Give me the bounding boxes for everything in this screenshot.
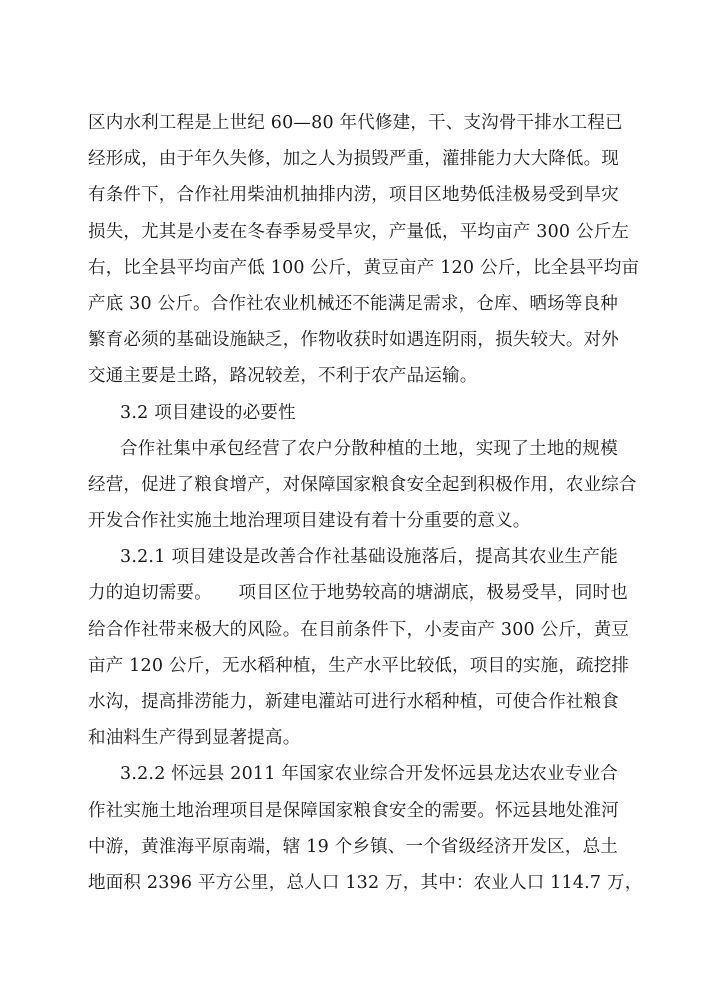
text-line-5: 右，比全县平均亩产低 100 公斤，黄豆亩产 120 公斤，比全县平均亩 <box>88 257 640 278</box>
text-line-6: 产底 30 公斤。合作社农业机械还不能满足需求，仓库、晒场等良种 <box>88 293 618 314</box>
text-line-3: 有条件下，合作社用柴油机抽排内涝，项目区地势低洼极易受到旱灾 <box>88 185 619 206</box>
text-line-14: 力的迫切需要。 项目区位于地势较高的塘湖底，极易受旱，同时也 <box>88 583 628 604</box>
text-line-4: 损失，尤其是小麦在冬春季易受旱灾，产量低，平均亩产 300 公斤左 <box>88 221 630 242</box>
text-line-17: 水沟，提高排涝能力，新建电灌站可进行水稻种植，可使合作社粮食 <box>88 692 619 712</box>
text-line-16: 亩产 120 公斤，无水稻种植，生产水平比较低，项目的实施，疏挖排 <box>88 655 630 676</box>
text-line-7: 繁育必须的基础设施缺乏，作物收获时如遇连阴雨，损失较大。对外 <box>88 330 619 351</box>
text-line-22: 地面积 2396 平方公里，总人口 132 万，其中：农业人口 114.7 万， <box>88 872 643 893</box>
subsection-3-2-2-line: 3.2.2 怀远县 2011 年国家农业综合开发怀远县龙达农业专业合 <box>120 764 618 785</box>
text-line-2: 经形成，由于年久失修，加之人为损毁严重，灌排能力大大降低。现 <box>88 149 619 170</box>
text-line-18: 和油料生产得到显著提高。 <box>88 728 301 749</box>
text-line-10: 合作社集中承包经营了农户分散种植的土地，实现了土地的规模 <box>120 438 618 459</box>
section-heading-3-2: 3.2 项目建设的必要性 <box>120 402 296 423</box>
text-line-8: 交通主要是土路，路况较差，不利于农产品运输。 <box>88 366 478 387</box>
text-line-1: 区内水利工程是上世纪 60—80 年代修建，干、支沟骨干排水工程已 <box>88 113 623 133</box>
text-line-11: 经营，促进了粮食增产，对保障国家粮食安全起到积极作用，农业综合 <box>88 474 637 495</box>
text-line-15: 给合作社带来极大的风险。在目前条件下，小麦亩产 300 公斤，黄豆 <box>88 619 630 640</box>
subsection-3-2-1-line: 3.2.1 项目建设是改善合作社基础设施落后，提高其农业生产能 <box>120 547 618 568</box>
document-page <box>88 105 643 901</box>
text-line-12: 开发合作社实施土地治理项目建设有着十分重要的意义。 <box>88 511 531 532</box>
text-line-21: 中游，黄淮海平原南端，辖 19 个乡镇、一个省级经济开发区，总土 <box>88 836 618 857</box>
text-line-20: 作社实施土地治理项目是保障国家粮食安全的需要。怀远县地处淮河 <box>88 800 619 821</box>
